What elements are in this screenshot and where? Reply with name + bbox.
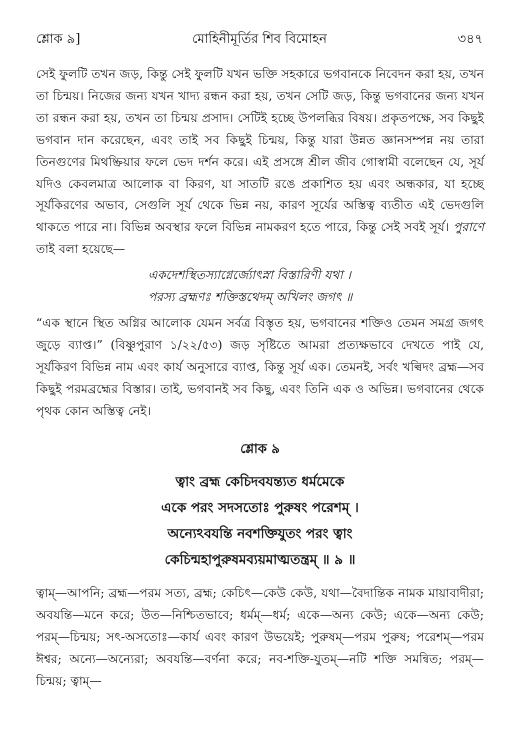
verse-title: শ্লোক ৯ <box>240 442 280 457</box>
verse-block <box>36 437 484 573</box>
verse-line: কেচিন্মহাপুরুষমব্যয়মাত্মতন্ত্রম্‌ ॥ ৯ ॥ <box>164 552 356 568</box>
header-page-number: ৩৪৭ <box>457 32 483 47</box>
purport-text <box>36 64 484 261</box>
sanskrit-quote <box>148 265 352 309</box>
synonyms-text: ত্বাম্‌—আপনি; ব্রহ্ম—পরম সত্য, ব্রহ্ম; কেচিৎ—কেউ কেউ, যথা—বৈদান্তিক নামক মায়াবাদীরা; অবযন্তি—মনে করে; উত—নিশ্চিতভাবে; ধর্মম্‌—ধর্ম; একে—অন্য কেউ; একে—অন্য কেউ; পরম্‌—চিন্ময়; সৎ-অসতোঃ—কার্য এবং কারণ উভয়েই; পুরুষম্‌—পরম পুরুষ; পরেশম্‌—পরম ঈশ্বর; অন্যে—অন্যেরা; অবযন্তি—বর্ণনা করে; নব-শক্তি-যুতম্‌—নটি শক্তি সমন্বিত; পরম্‌—চিন্ময়; ত্বাম্‌— <box>36 586 484 688</box>
verse-line: অন্যেঽবযন্তি নবশক্তিযুতং পরং ত্বাং <box>167 526 353 542</box>
purport-paragraph-1-main: সেই ফুলটি তখন জড়, কিন্তু সেই ফুলটি যখন ভক্তি সহকারে ভগবানকে নিবেদন করা হয়, তখন তা চিন্ময়। নিজের জন্য যখন খাদ্য রন্ধন করা হয়, তখন সেটি জড়, কিন্তু ভগবানের জন্য যখন তা রন্ধন করা হয়, তখন তা চিন্ময় প্রসাদ। সেটিই হচ্ছে উপলব্ধির বিষয়। প্রকৃতপক্ষে, সব কিছুই ভগবান দান করেছেন, এবং তাই সব কিছুই চিন্ময়, কিন্তু যারা উন্নত জ্ঞানসম্পন্ন নয় তারা তিনগুণের মিথষ্ক্রিয়ার ফলে ভেদ দর্শন করে। এই প্রসঙ্গে শ্রীল জীব গোস্বামী বলেছেন যে, সূর্য যদিও কেবলমাত্র আলোক বা কিরণ, যা সাতটি রঙে প্রকাশিত হয় এবং অন্ধকার, যা হচ্ছে সূর্যকিরণের অভাব, সেগুলি সূর্য থেকে ভিন্ন নয়, কারণ সূর্যের অস্তিত্ব ব্যতীত এই ভেদগুলি থাকতে পারে না। বিভিন্ন অবস্থার ফলে বিভিন্ন নামকরণ হতে পারে, কিন্তু সেই সবই সূর্য। <box>36 67 484 235</box>
verse-line: ত্বাং ব্রহ্ম কেচিদবযন্ত্যত ধর্মমেকে <box>175 474 345 490</box>
purport-paragraph-2: “এক স্থানে স্থিত অগ্নির আলোক যেমন সর্বত্র বিস্তৃত হয়, ভগবানের শক্তিও তেমন সমগ্র জগৎ জুড়ে ব্যাপ্ত।” (বিষ্ণুপুরাণ ১/২২/৫৩) জড় সৃষ্টিতে আমরা প্রত্যক্ষভাবে দেখতে পাই যে, সূর্যকিরণ বিভিন্ন নাম এবং কার্য অনুসারে ব্যাপ্ত, কিন্তু সূর্য এক। তেমনই, সর্বং খল্বিদং ব্রহ্ম—সব কিছুই পরমব্রহ্মের বিস্তার। তাই, ভগবানই সব কিছু, এবং তিনি এক ও অভিন্ন। ভগবানের থেকে পৃথক কোন অস্তিত্ব নেই। <box>36 316 484 418</box>
sanskrit-quote-line: একদেশস্থিতস্যাগ্নের্জ্যোৎস্না বিস্তারিণী যথা । <box>148 268 352 282</box>
verse-line: একে পরং সদসতোঃ পুরুষং পরেশম্‌ । <box>161 500 359 516</box>
purport-paragraph-1-tail: তাই বলা হয়েছে— <box>36 242 126 257</box>
header-verse-ref: শ্লোক ৯] <box>36 32 81 47</box>
header-chapter-title: মোহিনীমূর্তির শিব বিমোহন <box>192 32 327 47</box>
sanskrit-quote-line: পরস্য ব্রহ্মণঃ শক্তিস্তথেদম্‌ অখিলং জগৎ ॥ <box>148 289 353 304</box>
page-header <box>36 30 483 48</box>
purana-reference: পুরাণে <box>453 220 485 235</box>
purport-paragraph-1 <box>36 64 484 261</box>
